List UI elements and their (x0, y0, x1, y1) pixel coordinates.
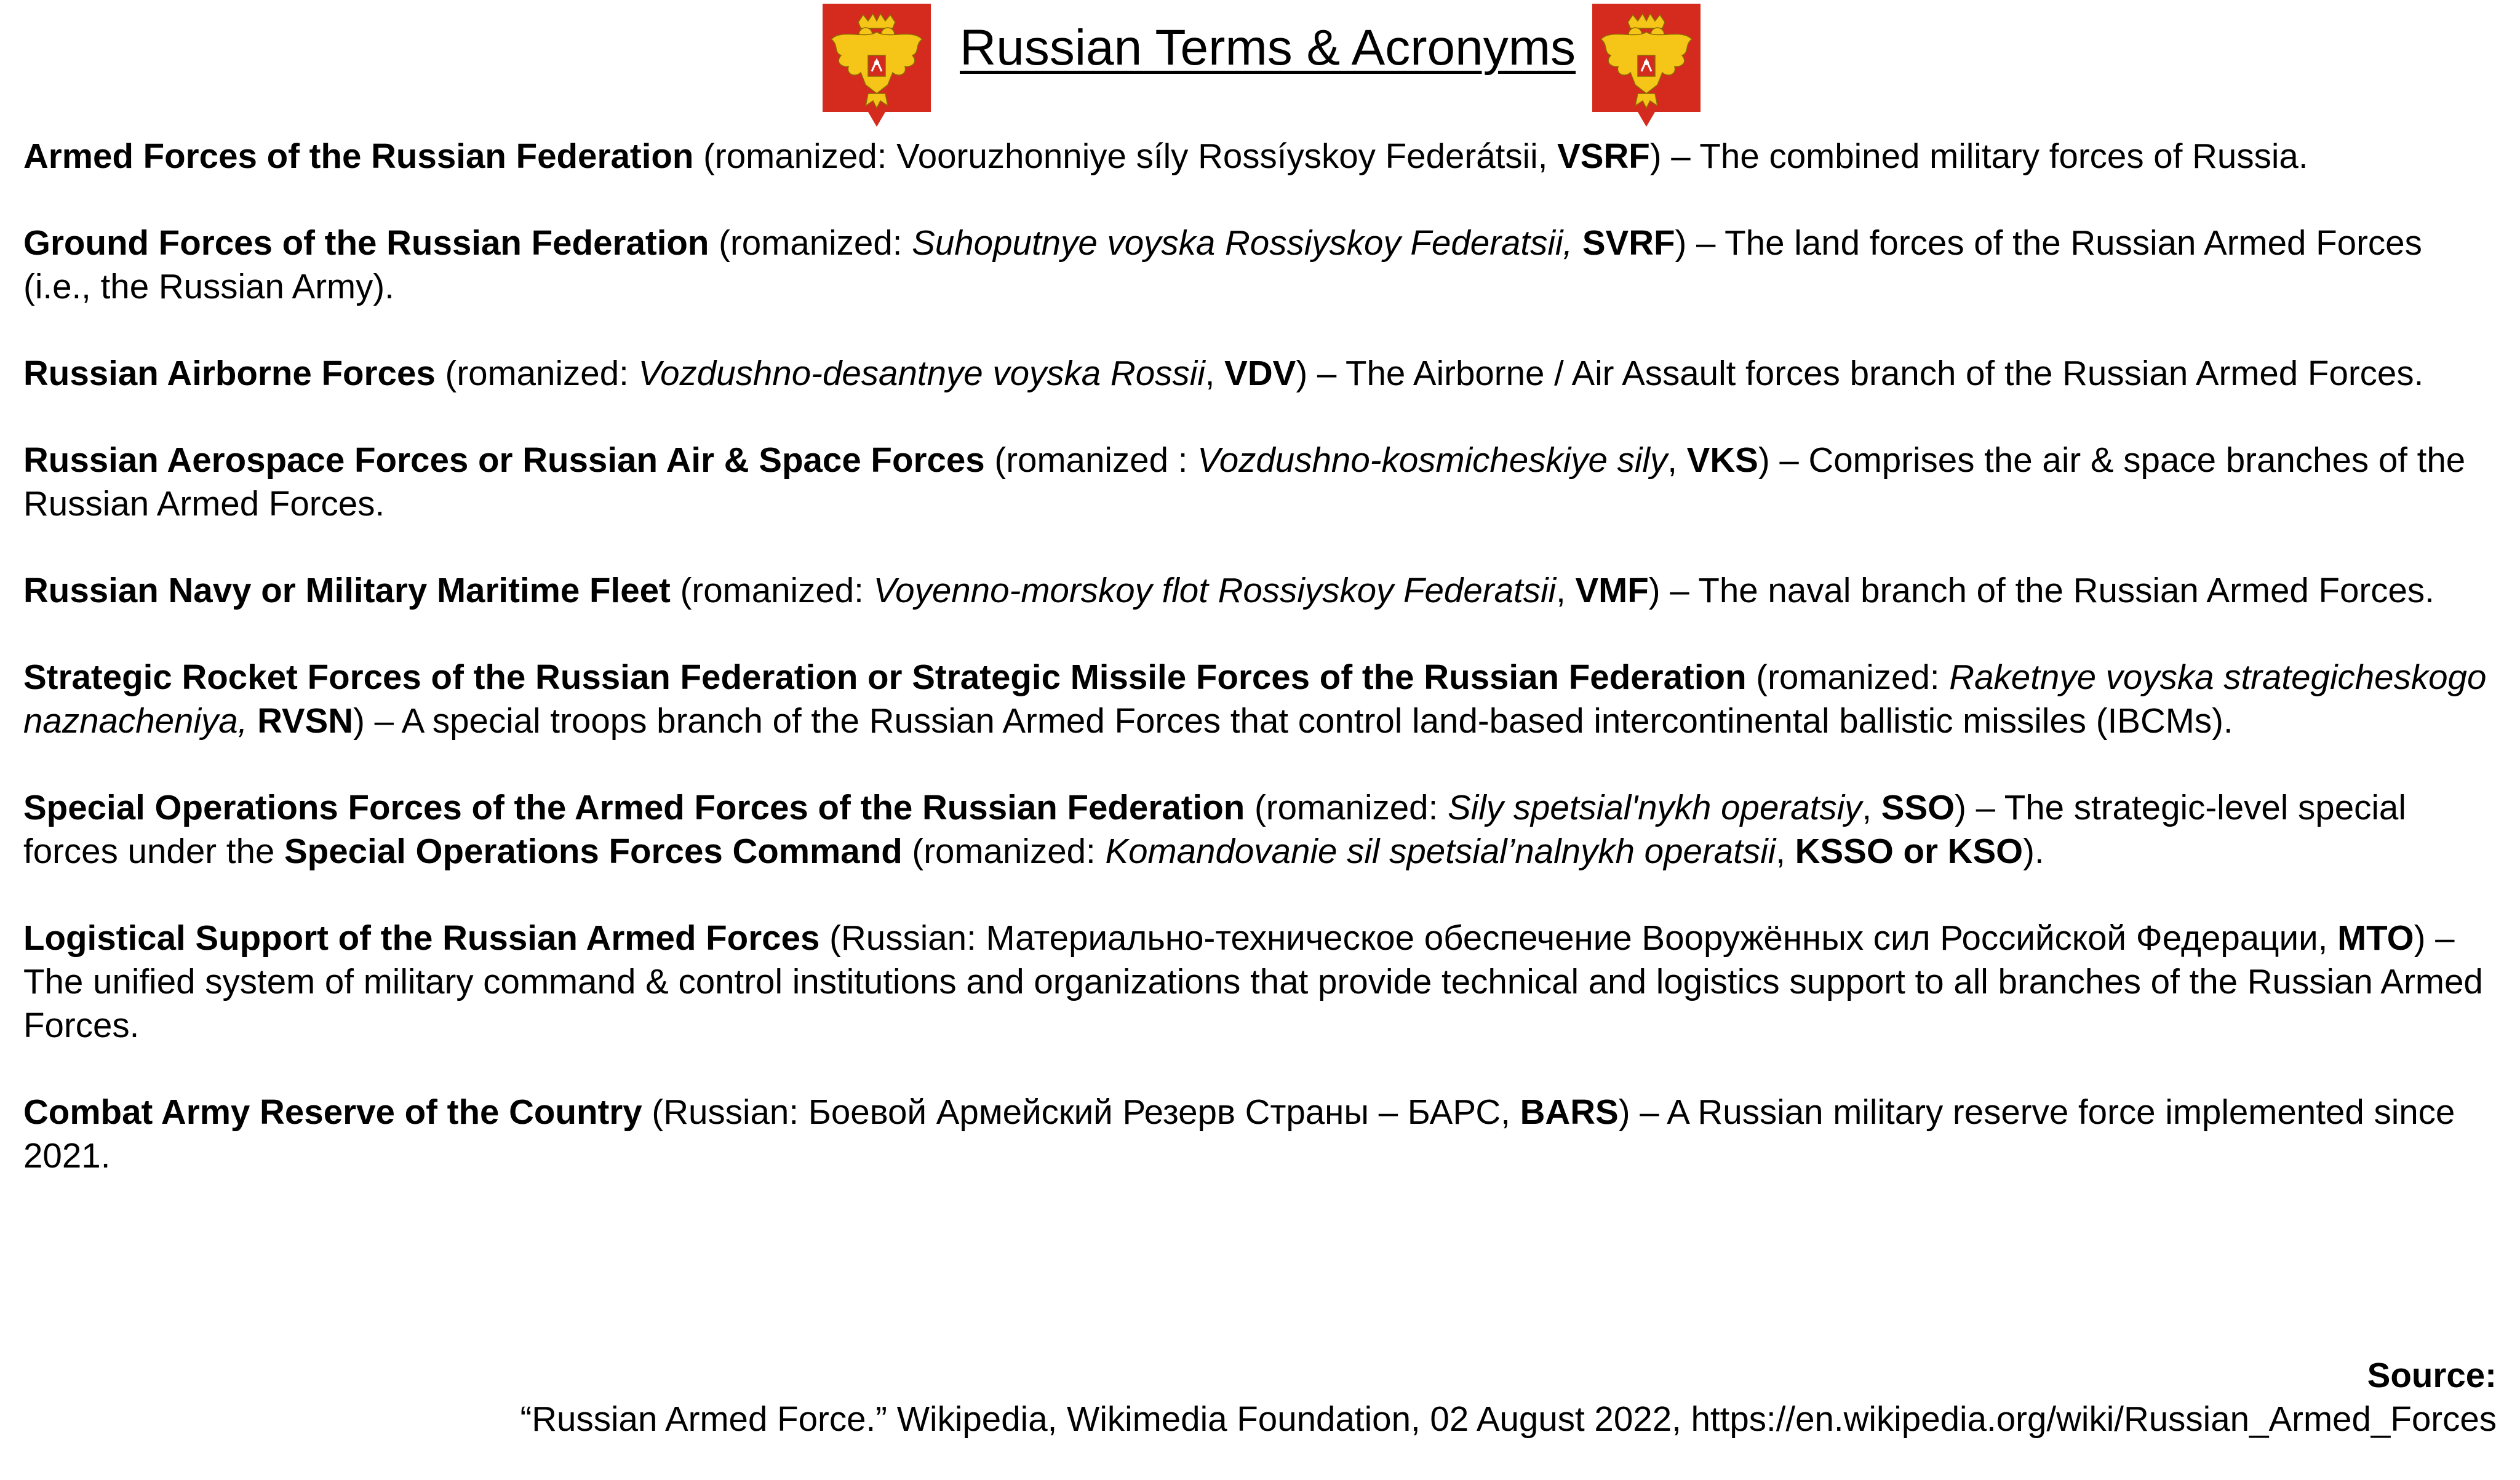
term-description: ) – The strategic-level special forces under the (23, 788, 2406, 870)
term-extra-acronym: KSSO or KSO (1795, 832, 2024, 870)
term-entry (23, 221, 2497, 308)
term-open: (romanized: (709, 223, 912, 262)
russian-coat-of-arms-icon (823, 4, 931, 127)
term-romanized: Suhoputnye voyska Rossiyskoy Federatsii, (912, 223, 1573, 262)
russian-coat-of-arms-icon (1592, 4, 1701, 127)
term-romanized: Vozdushno-desantnye voyska Rossii (638, 354, 1205, 392)
term-sep: , (1556, 571, 1576, 610)
term-description: ) – The combined military forces of Russia. (1649, 137, 2308, 175)
term-open: (Russian: (819, 918, 986, 957)
terms-list (23, 134, 2497, 1220)
term-description: ) – The Airborne / Air Assault forces branch of the Russian Armed Forces. (1296, 354, 2424, 392)
term-open: (Russian: (642, 1092, 808, 1131)
term-sep: , (1501, 1092, 1520, 1131)
term-russian: Боевой Армейский Резерв Страны – БАРС (808, 1092, 1501, 1131)
header (0, 4, 2520, 127)
term-sep: , (2318, 918, 2338, 957)
term-name: Armed Forces of the Russian Federation (23, 137, 694, 175)
term-acronym: MTO (2337, 918, 2414, 957)
term-acronym: BARS (1520, 1092, 1619, 1131)
term-sep (247, 701, 257, 740)
term-open: (romanized: (693, 137, 897, 175)
term-entry (23, 786, 2497, 873)
term-sep: , (1862, 788, 1881, 827)
term-acronym: SVRF (1582, 223, 1675, 262)
source-label: Source: (2367, 1356, 2497, 1394)
term-extra-name: Special Operations Forces Command (284, 832, 903, 870)
term-acronym: VKS (1686, 440, 1758, 479)
term-entry (23, 655, 2497, 742)
term-acronym: SSO (1881, 788, 1955, 827)
term-name: Special Operations Forces of the Armed Forces of the Russian Federation (23, 788, 1245, 827)
term-name: Combat Army Reserve of the Country (23, 1092, 642, 1131)
term-description: ) – The land forces of the Russian Armed Forces (i.e., the Russian Army). (23, 223, 2422, 306)
term-extra-sep: , (1776, 832, 1795, 870)
term-open: (romanized: (670, 571, 874, 610)
term-open: (romanized: (435, 354, 639, 392)
term-entry (23, 438, 2497, 525)
term-name: Strategic Rocket Forces of the Russian Federation or Strategic Missile Forces of the Russian Federation (23, 658, 1747, 696)
term-entry (23, 134, 2497, 178)
term-acronym: RVSN (257, 701, 354, 740)
term-sep: , (1205, 354, 1225, 392)
term-romanized: Vooruzhonniye síly Rossíyskoy Federátsii (896, 137, 1538, 175)
term-name: Logistical Support of the Russian Armed Forces (23, 918, 820, 957)
term-description: ) – The naval branch of the Russian Armed Forces. (1648, 571, 2434, 610)
term-open: (romanized: (1746, 658, 1950, 696)
term-romanized: Vozdushno-kosmicheskiye sily (1197, 440, 1668, 479)
term-sep: , (1537, 137, 1558, 175)
term-description: ) – Comprises the air & space branches of the Russian Armed Forces. (23, 440, 2466, 523)
term-description: ) – A special troops branch of the Russian Armed Forces that control land-based intercontinental ballistic missiles (IBCMs). (353, 701, 2233, 740)
source-text: “Russian Armed Force.” Wikipedia, Wikimedia Foundation, 02 August 2022, https://en.wikipedia.org/wiki/Russian_Armed_Forces (520, 1399, 2497, 1438)
term-acronym: VMF (1575, 571, 1649, 610)
term-description: ) – A Russian military reserve force implemented since 2021. (23, 1092, 2455, 1175)
term-entry (23, 1090, 2497, 1177)
term-sep: , (1667, 440, 1687, 479)
term-extra-open: (romanized: (902, 832, 1106, 870)
term-entry (23, 916, 2497, 1047)
term-entry (23, 568, 2497, 612)
term-russian: Материально-техническое обеспечение Вооружённых сил Российской Федерации (986, 918, 2318, 957)
term-extra-close: ). (2023, 832, 2044, 870)
term-name: Ground Forces of the Russian Federation (23, 223, 709, 262)
term-name: Russian Aerospace Forces or Russian Air & Space Forces (23, 440, 985, 479)
term-acronym: VDV (1224, 354, 1296, 392)
term-acronym: VSRF (1557, 137, 1650, 175)
term-open: (romanized: (1245, 788, 1448, 827)
term-romanized: Voyenno-morskoy flot Rossiyskoy Federatsii (873, 571, 1557, 610)
term-description: ) – The unified system of military command & control institutions and organizations that provide technical and logistics support to all branches of the Russian Armed Forces. (23, 918, 2483, 1044)
term-romanized: Raketnye voyska strategicheskogo naznacheniya, (23, 658, 2487, 740)
term-romanized: Sily spetsial'nykh operatsiy (1447, 788, 1862, 827)
term-sep (1573, 223, 1582, 262)
term-extra-romanized: Komandovanie sil spetsial’nalnykh operatsii (1105, 832, 1776, 870)
page-title: Russian Terms & Acronyms (960, 20, 1576, 76)
term-entry (23, 351, 2497, 395)
term-open: (romanized : (984, 440, 1198, 479)
source-citation (520, 1353, 2497, 1441)
term-name: Russian Navy or Military Maritime Fleet (23, 571, 671, 610)
term-name: Russian Airborne Forces (23, 354, 436, 392)
